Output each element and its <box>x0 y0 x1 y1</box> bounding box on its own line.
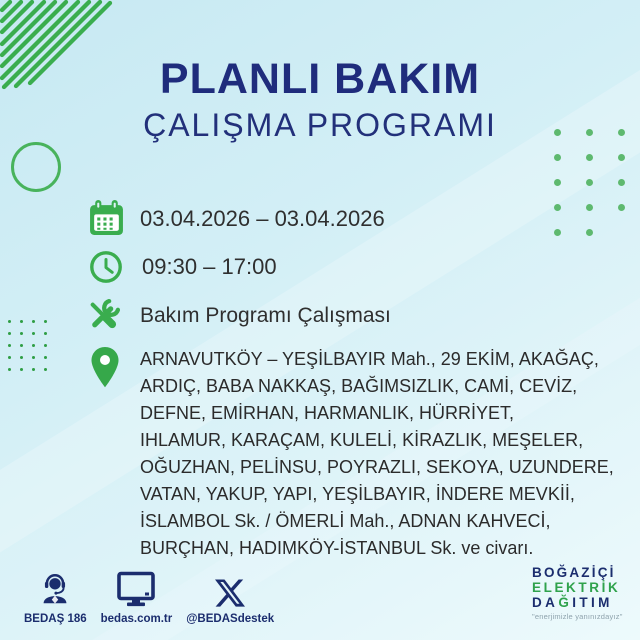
address-line: ARDIÇ, BABA NAKKAŞ, BAĞIMSIZLIK, CAMİ, CEVİZ, <box>140 376 578 396</box>
social-contact <box>186 570 274 625</box>
support-agent-icon <box>36 570 74 608</box>
wrench-screwdriver-icon <box>85 297 122 334</box>
logo-word-dagitim <box>532 595 632 610</box>
location-row <box>90 346 614 562</box>
logo-word-dagitim-part: DA <box>532 595 559 610</box>
address-line: IHLAMUR, KARAÇAM, KULELİ, KİRAZLIK, MEŞELER, <box>140 430 584 450</box>
location-pin-icon <box>90 346 120 390</box>
calendar-icon <box>88 200 125 237</box>
title-line-2: ÇALIŞMA PROGRAMI <box>143 107 497 143</box>
website-label: bedas.com.tr <box>100 613 173 625</box>
date-range-text: 03.04.2026 – 03.04.2026 <box>140 205 385 231</box>
address-line: DEFNE, EMİRHAN, HARMANLIK, HÜRRİYET, <box>140 403 515 423</box>
address-line: OĞUZHAN, PELİNSU, POYRAZLI, SEKOYA, UZUNDERE, <box>140 457 614 477</box>
x-logo-icon <box>215 578 245 608</box>
logo-word-dagitim-part: ITIM <box>572 595 613 610</box>
call-center-contact <box>24 570 87 625</box>
address-line: İSLAMBOL Sk. / ÖMERLİ Mah., ADNAN KAHVECİ, <box>140 511 551 531</box>
logo-word-bogazici: BOĞAZİÇİ <box>532 565 616 580</box>
time-range-text: 09:30 – 17:00 <box>142 254 277 279</box>
address-line: VATAN, YAKUP, YAPI, YEŞİLBAYIR, İNDERE MEVKİİ, <box>140 484 575 504</box>
address-block <box>140 346 614 562</box>
title-line-1: PLANLI BAKIM <box>159 55 481 103</box>
logo-tagline: "enerjimizle yanınızdayız" <box>532 612 623 621</box>
work-type-text: Bakım Programı Çalışması <box>140 303 391 327</box>
social-handle-label: @BEDASdestek <box>186 613 275 625</box>
time-row <box>89 250 277 284</box>
logo-word-dagitim-green-letter: Ğ <box>558 595 573 610</box>
dot-grid-decoration-right <box>554 129 625 236</box>
logo-word-elektrik: ELEKTRİK <box>532 580 621 595</box>
bedas-company-logo <box>532 565 632 621</box>
dot-grid-decoration-left <box>8 320 47 371</box>
address-line: ARNAVUTKÖY – YEŞİLBAYIR Mah., 29 EKİM, AKAĞAÇ, <box>140 349 599 369</box>
clock-icon <box>89 250 123 284</box>
date-row <box>88 200 385 237</box>
call-center-label: BEDAŞ 186 <box>24 613 87 625</box>
footer-contacts <box>24 570 288 625</box>
website-contact <box>101 570 173 625</box>
address-line: BURÇHAN, HADIMKÖY-İSTANBUL Sk. ve civarı. <box>140 538 534 558</box>
work-type-row <box>85 297 391 334</box>
circle-outline-decoration <box>11 142 61 192</box>
monitor-icon <box>116 571 156 608</box>
page-title <box>0 55 640 143</box>
